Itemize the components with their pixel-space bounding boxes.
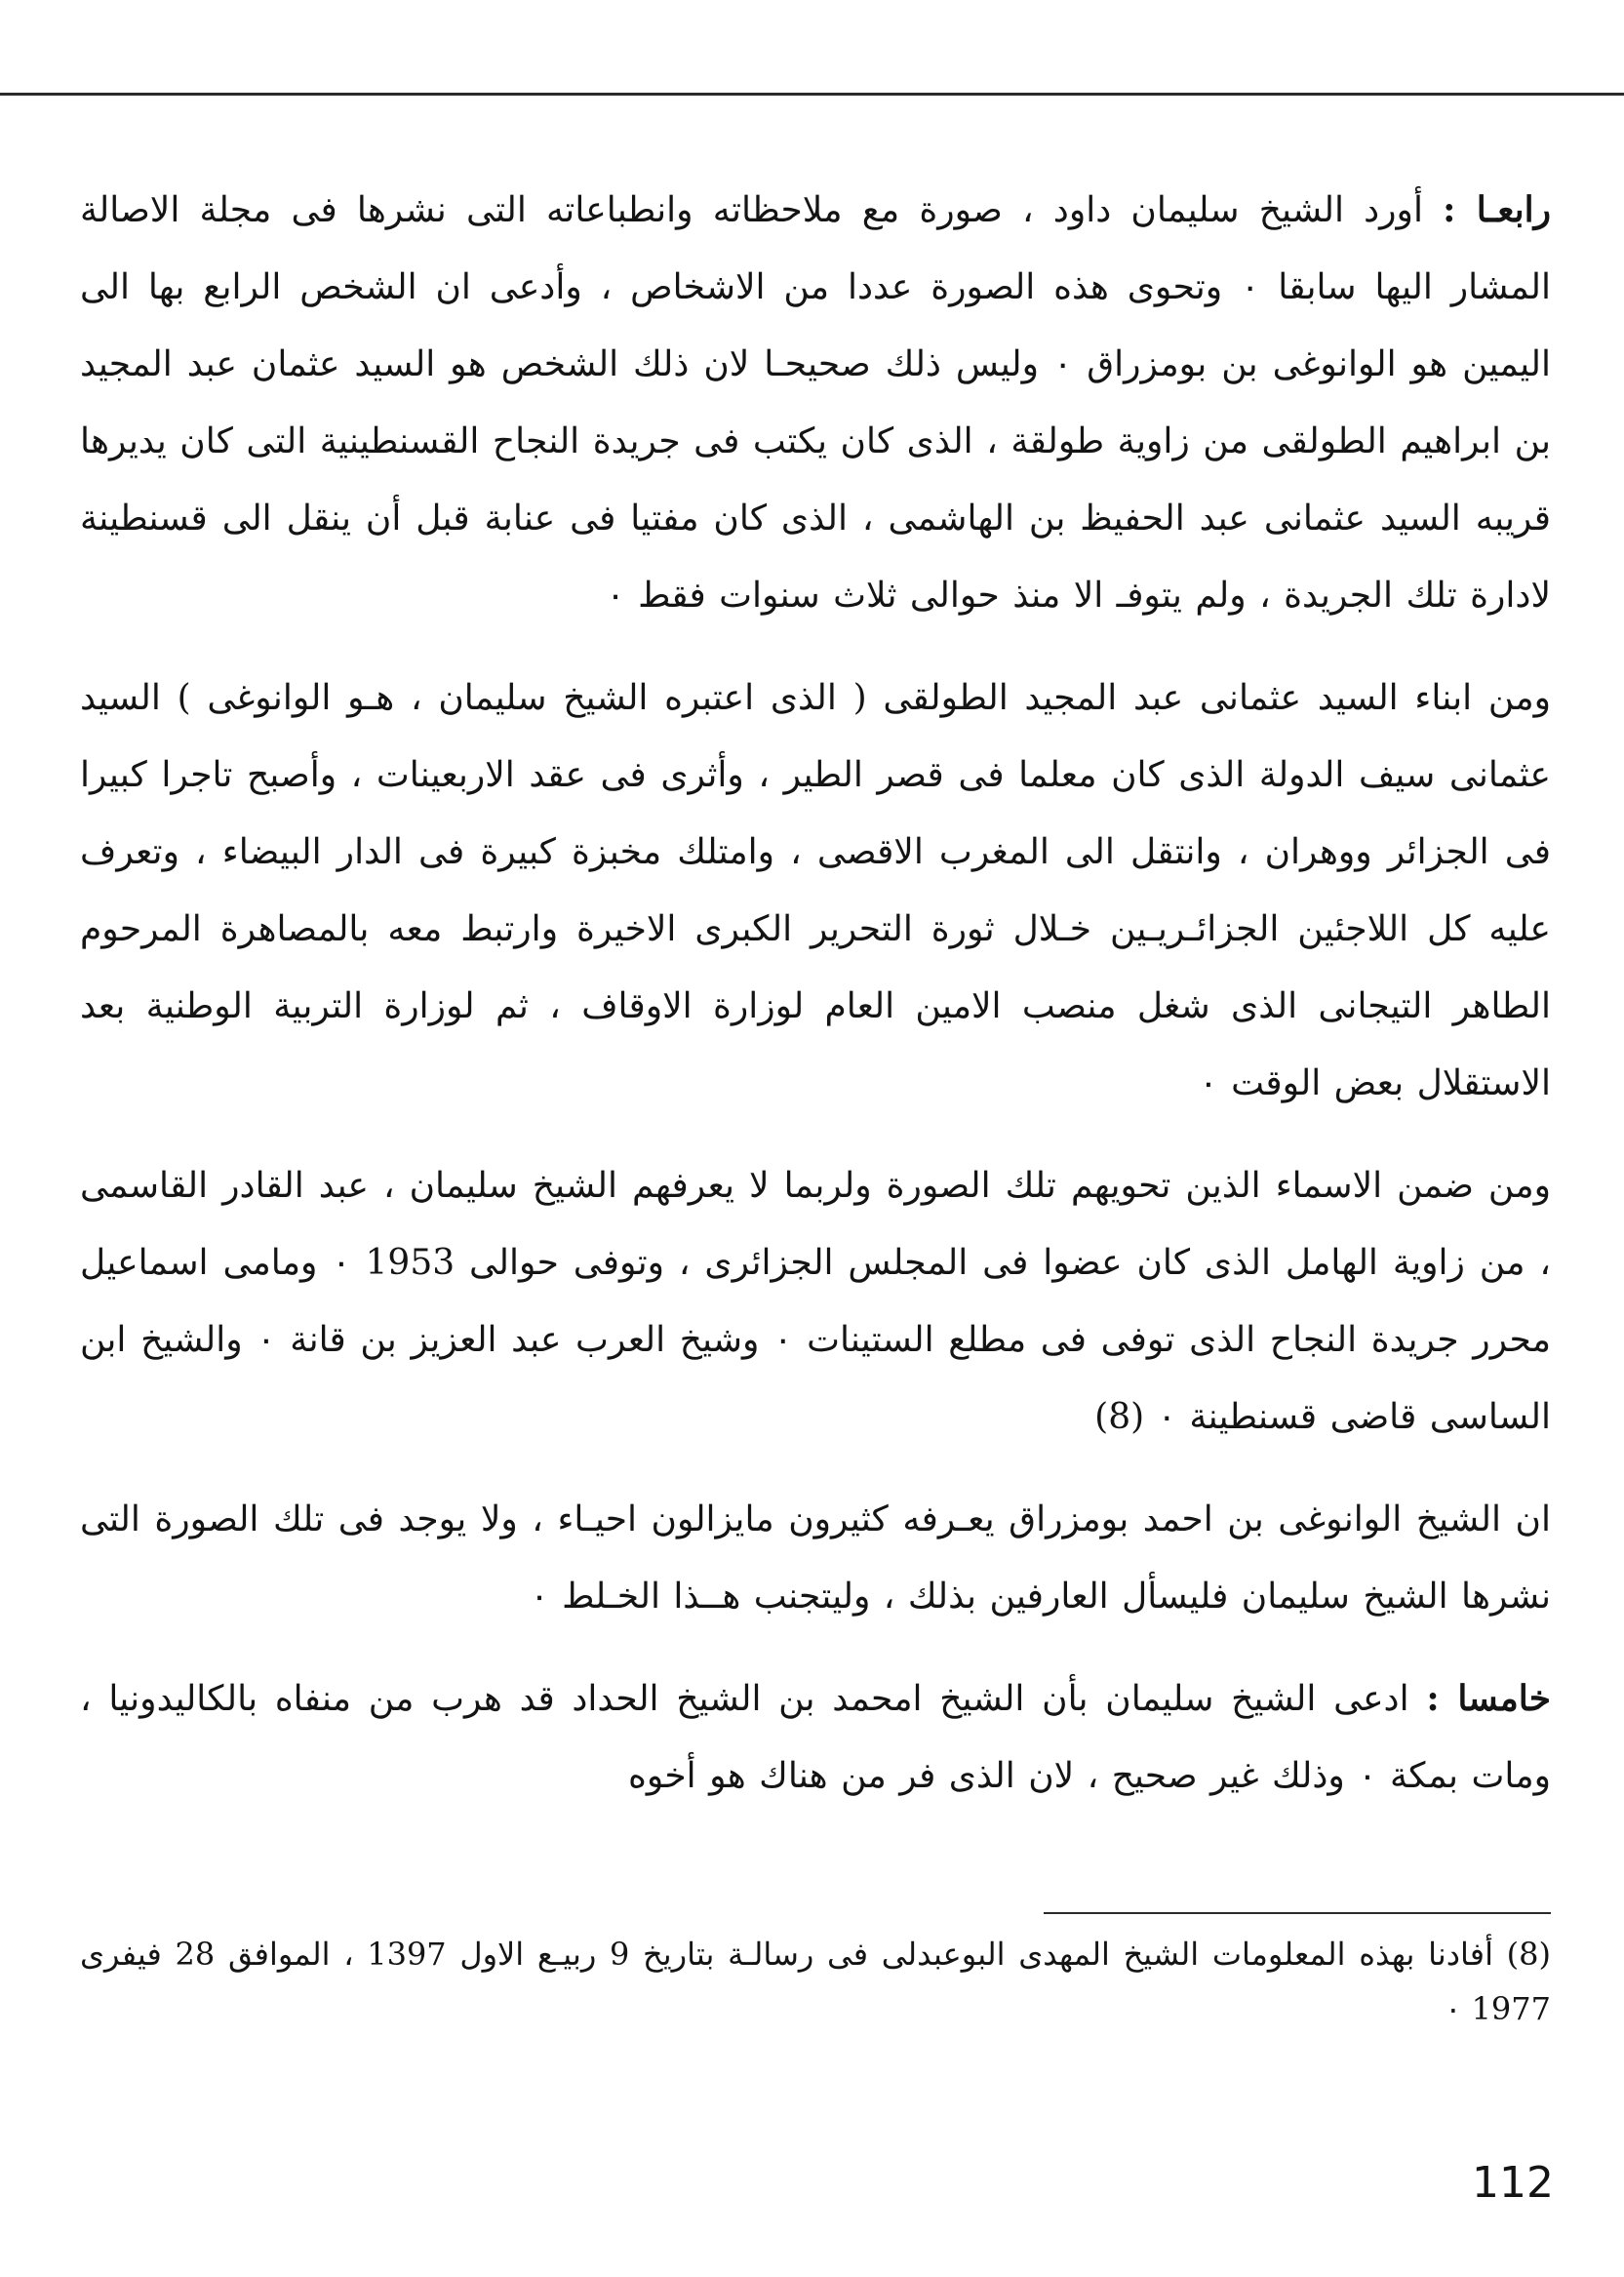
paragraph-3-text: ومن ضمن الاسماء الذين تحويهم تلك الصورة ولربما لا يعرفهم الشيخ سليمان ، عبد القادر القاسمى ، من زاوية الهامل الذى كان عضوا فى المجلس الجزائرى ، وتوفى حوالى 1953 ٠ ومامى اسماعيل محرر جريدة النجاح الذى توفى فى مطلع الستينات ٠ وشيخ العرب عبد العزيز بن قانة ٠ والشيخ ابن الساسى قاضى قسنطينة ٠ (8) <box>80 1166 1552 1437</box>
footnote: (8) أفادنا بهذه المعلومات الشيخ المهدى البوعبدلى فى رسالـة بتاريخ 9 ربيـع الاول 1397 ، الموافق 28 فيفرى 1977 ٠ <box>80 1936 1552 2027</box>
paragraph-1-lead: رابعـا : <box>1443 189 1551 230</box>
paragraph-4-text: ان الشيخ الوانوغى بن احمد بومزراق يعـرفه كثيرون مايزالون احيـاء ، ولا يوجد فى تلك الصورة التى نشرها الشيخ سليمان فليسأل العارفين بذلك ، وليتجنب هــذا الخـلط ٠ <box>80 1499 1551 1617</box>
body-text <box>80 172 1551 1836</box>
paragraph-2-text: ومن ابناء السيد عثمانى عبد المجيد الطولقى ( الذى اعتبره الشيخ سليمان ، هـو الوانوغى ) السيد عثمانى سيف الدولة الذى كان معلما فى قصر الطير ، وأثرى فى عقد الاربعينات ، وأصبح تاجرا كبيرا فى الجزائر ووهران ، وانتقل الى المغرب الاقصى ، وامتلك مخبزة كبيرة فى الدار البيضاء ، وتعرف عليه كل اللاجئين الجزائـريـين خـلال ثورة التحرير الكبرى الاخيرة وارتبط معه بالمصاهرة المرحوم الطاهر التيجانى الذى شغل منصب الامين العام لوزارة الاوقاف ، ثم لوزارة التربية الوطنية بعد الاستقلال بعض الوقت ٠ <box>80 678 1551 1103</box>
paragraph-5-text: ادعى الشيخ سليمان بأن الشيخ امحمد بن الشيخ الحداد قد هرب من منفاه بالكاليدونيا ، ومات بمكة ٠ وذلك غير صحيح ، لان الذى فر من هناك هو أخوه <box>80 1679 1551 1796</box>
paragraph-4 <box>80 1481 1551 1635</box>
top-rule <box>0 93 1624 96</box>
page-number: 112 <box>1472 2158 1554 2208</box>
paragraph-3 <box>80 1147 1551 1456</box>
footnote-rule <box>1044 1912 1551 1914</box>
paragraph-5 <box>80 1660 1551 1815</box>
paragraph-5-lead: خامسا : <box>1426 1678 1551 1719</box>
paragraph-2 <box>80 659 1551 1122</box>
paragraph-1-text: أورد الشيخ سليمان داود ، صورة مع ملاحظاته وانطباعاته التى نشرها فى مجلة الاصالة المشار اليها سابقا ٠ وتحوى هذه الصورة عددا من الاشخاص ، وأدعى ان الشخص الرابع بها الى اليمين هو الوانوغى بن بومزراق ٠ وليس ذلك صحيحـا لان ذلك الشخص هو السيد عثمان عبد المجيد بن ابراهيم الطولقى من زاوية طولقة ، الذى كان يكتب فى جريدة النجاح القسنطينية التى كان يديرها قريبه السيد عثمانى عبد الحفيظ بن الهاشمى ، الذى كان مفتيا فى عنابة قبل أن ينقل الى قسنطينة لادارة تلك الجريدة ، ولم يتوفـ الا منذ حوالى ثلاث سنوات فقط ٠ <box>80 190 1551 616</box>
paragraph-1 <box>80 172 1551 634</box>
